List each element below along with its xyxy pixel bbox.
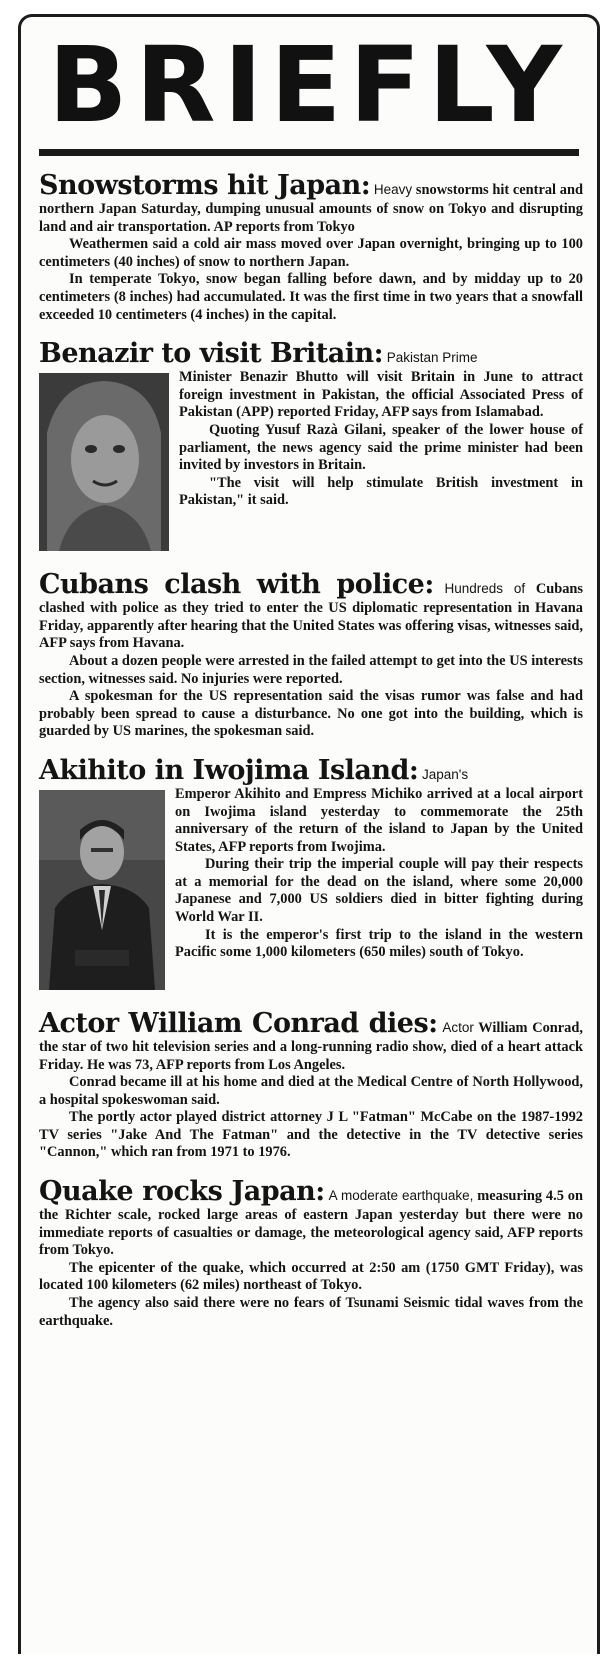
story-headline: Cubans clash with police: [39,569,434,601]
story-lead-words: A moderate earthquake, [328,1188,474,1204]
story-headline: Akihito in Iwojima Island: [39,754,419,786]
story-lead-words: Pakistan Prime [386,350,478,366]
story-lead-words: Hundreds of [444,581,526,597]
story-paragraph: Minister Benazir Bhutto will visit Britain in June to attract foreign investment in Pakistan, the official Associated Press of Pakistan (APP) reported Friday, AFP says from Islamabad. [179,369,583,421]
stories-list [39,170,583,1330]
story-lead-words: Japan's [422,766,469,782]
story-lead-paragraph [39,569,583,653]
story-snowstorms [39,170,583,324]
story-paragraph: A spokesman for the US representation said the visas rumor was false and had probably been spread to cause a disturbance. No one got into the building, which is guarded by US marines, the spokesman said. [39,688,583,740]
story-text: snowstorms hit central and northern Japan Saturday, dumping unusual amounts of snow on Tokyo and disrupting land and air transportation. AP reports from Tokyo [39,182,583,235]
story-paragraph: The agency also said there were no fears of Tsunami Seismic tidal waves from the earthquake. [39,1295,583,1329]
story-headline-line [39,338,583,369]
story-text: William Conrad, the star of two hit television series and a long-running radio show, died of a heart attack Friday. He was 73, AFP reports from Los Angeles. [39,1019,583,1073]
story-paragraph: Weathermen said a cold air mass moved over Japan overnight, bringing up to 100 centimeters (40 inches) of snow to northern Japan. [39,236,583,270]
story-william-conrad [39,1008,583,1162]
emperor-akihito-photo [39,790,165,990]
story-lead-words: Heavy [373,182,413,197]
story-cubans [39,569,583,741]
story-lead-words: Actor [442,1019,474,1035]
story-lead-paragraph [39,170,583,236]
story-paragraph: During their trip the imperial couple will pay their respects at a memorial for the dead on the island, where some 20,000 Japanese and 7,000 US soldiers died in bitter fighting during World War II. [175,856,583,926]
briefly-column [18,14,600,1654]
story-headline-line [39,755,583,786]
story-headline: Quake rocks Japan: [39,1176,325,1208]
story-paragraph: It is the emperor's first trip to the island in the western Pacific some 1,000 kilometers (650 miles) south of Tokyo. [175,926,583,961]
benazir-bhutto-photo [39,373,169,551]
story-paragraph: About a dozen people were arrested in the failed attempt to get into the US interests section, witnesses said. No injuries were reported. [39,652,583,687]
story-paragraph: The epicenter of the quake, which occurred at 2:50 am (1750 GMT Friday), was located 100 kilometers (62 miles) northeast of Tokyo. [39,1259,583,1294]
story-paragraph: Quoting Yusuf Razà Gilani, speaker of the lower house of parliament, the news agency said the prime minister had been invited by investors in Britain. [179,421,583,474]
story-text: measuring 4.5 on the Richter scale, rocked large areas of eastern Japan yesterday but there were no immediate reports of casualties or damage, the meteorological agency said, AFP reports from Tokyo. [39,1188,583,1259]
story-paragraph: "The visit will help stimulate British investment in Pakistan," it said. [179,474,583,509]
story-paragraph: The portly actor played district attorney J L "Fatman" McCabe on the 1987-1992 TV series "Jake And The Fatman" and the detective in the TV detective series "Cannon," which ran from 1971 to 1976. [39,1109,583,1161]
story-quake [39,1176,583,1330]
story-paragraph: In temperate Tokyo, snow began falling before dawn, and by midday up to 20 centimeters (8 inches) had accumulated. It was the first time in two years that a snowfall exceeded 10 centimeters (4 inches) in the capital. [39,271,583,323]
story-paragraph: Conrad became ill at his home and died at the Medical Centre of North Hollywood, a hospital spokeswoman said. [39,1074,583,1108]
story-headline: Benazir to visit Britain: [39,338,384,370]
story-lead-paragraph [39,1176,583,1260]
story-benazir [39,338,583,555]
masthead-rule [39,149,579,156]
story-akihito [39,755,583,994]
story-lead-paragraph [39,1008,583,1074]
masthead: BRIEFLY [48,31,570,139]
story-headline: Actor William Conrad dies: [39,1007,438,1039]
story-headline: Snowstorms hit Japan: [39,170,371,201]
story-text: Cubans clashed with police as they tried to enter the US diplomatic representation in Havana Friday, apparently after hearing that the United States was offering visas, witnesses said, AFP says from Havana. [39,581,584,652]
story-paragraph: Emperor Akihito and Empress Michiko arrived at a local airport on Iwojima island yesterday to commemorate the 25th anniversary of the return of the island to Japan by the United States, AFP reports from Iwojima. [175,785,583,855]
